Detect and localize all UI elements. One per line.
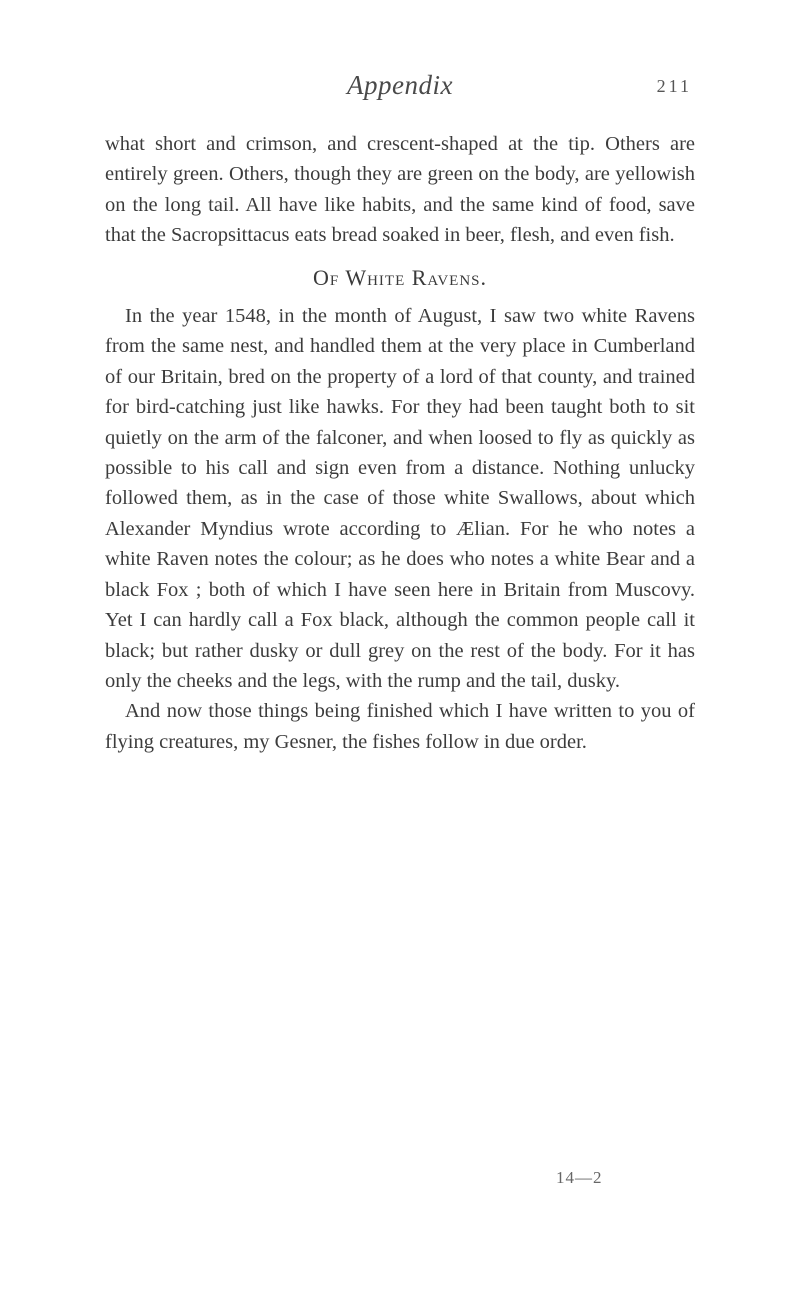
page-number: 211: [656, 76, 692, 96]
running-title: Appendix: [347, 70, 453, 100]
section-heading: Of White Ravens.: [313, 264, 487, 290]
running-header: [0, 70, 800, 110]
paragraph-continuation: what short and crimson, and crescent-shaped at the tip. Others are entirely green. Others, though they are green on the body, are yellowish on the long tail. All have like habits, and the same kind of food, save that the Sacropsittacus eats bread soaked in beer, flesh, and even fish.: [105, 133, 695, 247]
paragraph-white-ravens: In the year 1548, in the month of August, I saw two white Ravens from the same nest, and handled them at the very place in Cumberland of our Britain, bred on the property of a lord of that county, and trained for bird-catching just like hawks. For they had been taught both to sit quietly on the arm of the falconer, and when loosed to fly as quickly as possible to his call and sign even from a distance. Nothing unlucky followed them, as in the case of those white Swallows, about which Alexander Myndius wrote according to Ælian. For he who notes a white Raven notes the colour; as he does who notes a white Bear and a black Fox ; both of which I have seen here in Britain from Muscovy. Yet I can hardly call a Fox black, although the common people call it black; but rather dusky or dull grey on the rest of the body. For it has only the cheeks and the legs, with the rump and the tail, dusky.: [105, 305, 695, 692]
printer-signature: 14—2: [556, 1168, 603, 1187]
paragraph-closing: And now those things being finished which I have written to you of flying creatures, my Gesner, the fishes follow in due order.: [105, 700, 695, 753]
body-text: [105, 129, 695, 757]
